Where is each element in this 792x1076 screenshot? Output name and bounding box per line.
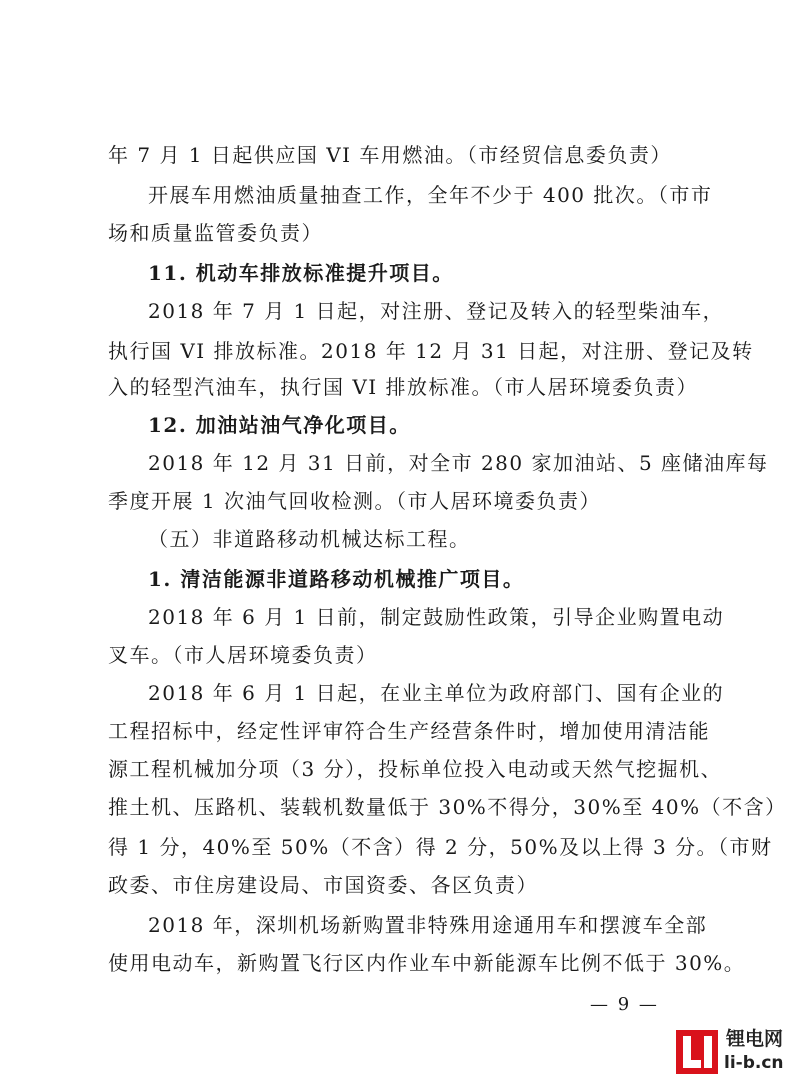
text-line: 2018 年，深圳机场新购置非特殊用途通用车和摆渡车全部 [148, 913, 708, 937]
page-number: — 9 — [590, 994, 659, 1015]
text-line: 得 1 分，40%至 50%（不含）得 2 分，50%及以上得 3 分。（市财 [108, 835, 773, 859]
text-line: 开展车用燃油质量抽查工作，全年不少于 400 批次。（市市 [148, 183, 713, 207]
text-line: 入的轻型汽油车，执行国 VI 排放标准。（市人居环境委负责） [108, 375, 699, 399]
text-line: 2018 年 6 月 1 日前，制定鼓励性政策，引导企业购置电动 [148, 605, 725, 629]
text-line: 源工程机械加分项（3 分），投标单位投入电动或天然气挖掘机、 [108, 757, 723, 781]
section-heading: 1. 清洁能源非道路移动机械推广项目。 [148, 567, 525, 591]
text-line: 2018 年 12 月 31 日前，对全市 280 家加油站、5 座储油库每 [148, 451, 769, 475]
text-line: 年 7 月 1 日起供应国 VI 车用燃油。（市经贸信息委负责） [108, 143, 672, 167]
text-line: 2018 年 7 月 1 日起，对注册、登记及转入的轻型柴油车， [148, 299, 725, 323]
watermark [676, 1028, 792, 1076]
watermark-name: 锂电网 [726, 1028, 784, 1050]
text-line: 工程招标中，经定性评审符合生产经营条件时，增加使用清洁能 [108, 719, 710, 743]
text-line: 场和质量监管委负责） [108, 221, 323, 245]
text-line: 政委、市住房建设局、市国资委、各区负责） [108, 873, 538, 897]
text-line: 2018 年 6 月 1 日起，在业主单位为政府部门、国有企业的 [148, 681, 725, 705]
text-line: 执行国 VI 排放标准。2018 年 12 月 31 日起，对注册、登记及转 [108, 339, 754, 363]
subsection-heading: （五）非道路移动机械达标工程。 [148, 527, 471, 551]
text-line: 季度开展 1 次油气回收检测。（市人居环境委负责） [108, 489, 601, 513]
watermark-domain: li-b.cn [724, 1053, 784, 1073]
text-line: 使用电动车，新购置飞行区内作业车中新能源车比例不低于 30%。 [108, 951, 746, 975]
text-line: 叉车。（市人居环境委负责） [108, 643, 378, 667]
watermark-logo-icon [676, 1030, 718, 1074]
text-line: 推土机、压路机、装载机数量低于 30%不得分，30%至 40%（不含） [108, 795, 787, 819]
section-heading: 12. 加油站油气净化项目。 [148, 413, 411, 437]
section-heading: 11. 机动车排放标准提升项目。 [148, 261, 454, 285]
